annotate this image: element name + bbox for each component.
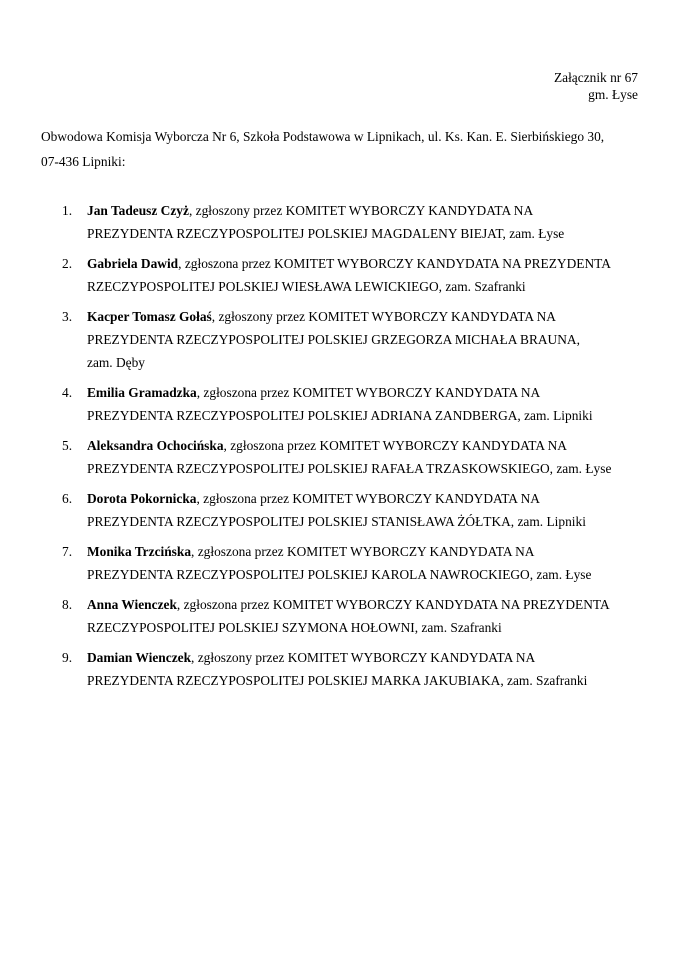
item-line-1 [87, 252, 679, 275]
item-line-1 [87, 434, 679, 457]
item-line-2: PREZYDENTA RZECZYPOSPOLITEJ POLSKIEJ ADRIANA ZANDBERGA, zam. Lipniki [87, 408, 593, 423]
item-number: 6. [62, 491, 73, 506]
list-item [0, 252, 679, 298]
item-line-2: RZECZYPOSPOLITEJ POLSKIEJ WIESŁAWA LEWICKIEGO, zam. Szafranki [87, 279, 526, 294]
item-number: 4. [62, 385, 73, 400]
members-list [0, 199, 679, 699]
item-line-1 [87, 199, 679, 222]
nomination-text: , zgłoszony przez KOMITET WYBORCZY KANDYDATA NA [211, 309, 556, 324]
commission-address-line-1: Obwodowa Komisja Wyborcza Nr 6, Szkoła Podstawowa w Lipnikach, ul. Ks. Kan. E. Sierbińskiego 30, [41, 129, 605, 144]
attachment-number: Załącznik nr 67 [553, 70, 638, 85]
item-line-1 [87, 646, 679, 669]
nomination-text: , zgłoszona przez KOMITET WYBORCZY KANDYDATA NA [196, 385, 541, 400]
item-line-2: PREZYDENTA RZECZYPOSPOLITEJ POLSKIEJ RAFAŁA TRZASKOWSKIEGO, zam. Łyse [87, 461, 612, 476]
item-line-1 [87, 540, 679, 563]
commission-description [41, 125, 651, 174]
municipality: gm. Łyse [588, 87, 638, 102]
item-number: 1. [62, 203, 73, 218]
document-header [554, 69, 638, 103]
list-item [0, 540, 679, 586]
item-number: 2. [62, 256, 73, 271]
nomination-text: , zgłoszony przez KOMITET WYBORCZY KANDYDATA NA [191, 650, 536, 665]
item-line-1 [87, 487, 679, 510]
item-number: 9. [62, 650, 73, 665]
list-item [0, 199, 679, 245]
item-number: 5. [62, 438, 73, 453]
list-item [0, 305, 679, 374]
list-item [0, 434, 679, 480]
item-number: 7. [62, 544, 73, 559]
item-number: 8. [62, 597, 73, 612]
item-line-2: PREZYDENTA RZECZYPOSPOLITEJ POLSKIEJ STANISŁAWA ŻÓŁTKA, zam. Lipniki [87, 514, 586, 529]
member-name: Dorota Pokornicka [87, 491, 197, 506]
item-line-3: zam. Dęby [87, 355, 146, 370]
nomination-text: , zgłoszona przez KOMITET WYBORCZY KANDYDATA NA PREZYDENTA [176, 597, 610, 612]
nomination-text: , zgłoszona przez KOMITET WYBORCZY KANDYDATA NA PREZYDENTA [178, 256, 611, 271]
item-number: 3. [62, 309, 73, 324]
member-name: Jan Tadeusz Czyż [87, 203, 189, 218]
list-item [0, 646, 679, 692]
item-line-2: RZECZYPOSPOLITEJ POLSKIEJ SZYMONA HOŁOWNI, zam. Szafranki [87, 620, 502, 635]
item-line-2: PREZYDENTA RZECZYPOSPOLITEJ POLSKIEJ GRZEGORZA MICHAŁA BRAUNA, [87, 332, 580, 347]
item-line-1 [87, 381, 679, 404]
commission-address-line-2: 07-436 Lipniki: [41, 153, 126, 169]
member-name: Anna Wienczek [87, 597, 177, 612]
item-line-1 [87, 305, 679, 328]
nomination-text: , zgłoszony przez KOMITET WYBORCZY KANDYDATA NA [188, 203, 534, 218]
list-item [0, 487, 679, 533]
member-name: Monika Trzcińska [87, 544, 192, 559]
member-name: Kacper Tomasz Gołaś [87, 309, 212, 324]
nomination-text: , zgłoszona przez KOMITET WYBORCZY KANDYDATA NA [196, 491, 540, 506]
item-line-2: PREZYDENTA RZECZYPOSPOLITEJ POLSKIEJ MAGDALENY BIEJAT, zam. Łyse [87, 226, 565, 241]
list-item [0, 593, 679, 639]
member-name: Damian Wienczek [87, 650, 192, 665]
item-line-1 [87, 593, 679, 616]
item-line-2: PREZYDENTA RZECZYPOSPOLITEJ POLSKIEJ KAROLA NAWROCKIEGO, zam. Łyse [87, 567, 592, 582]
item-line-2: PREZYDENTA RZECZYPOSPOLITEJ POLSKIEJ MARKA JAKUBIAKA, zam. Szafranki [87, 673, 588, 688]
member-name: Gabriela Dawid [87, 256, 179, 271]
nomination-text: , zgłoszona przez KOMITET WYBORCZY KANDYDATA NA [191, 544, 535, 559]
list-item [0, 381, 679, 427]
member-name: Aleksandra Ochocińska [87, 438, 224, 453]
nomination-text: , zgłoszona przez KOMITET WYBORCZY KANDYDATA NA [223, 438, 567, 453]
member-name: Emilia Gramadzka [87, 385, 197, 400]
